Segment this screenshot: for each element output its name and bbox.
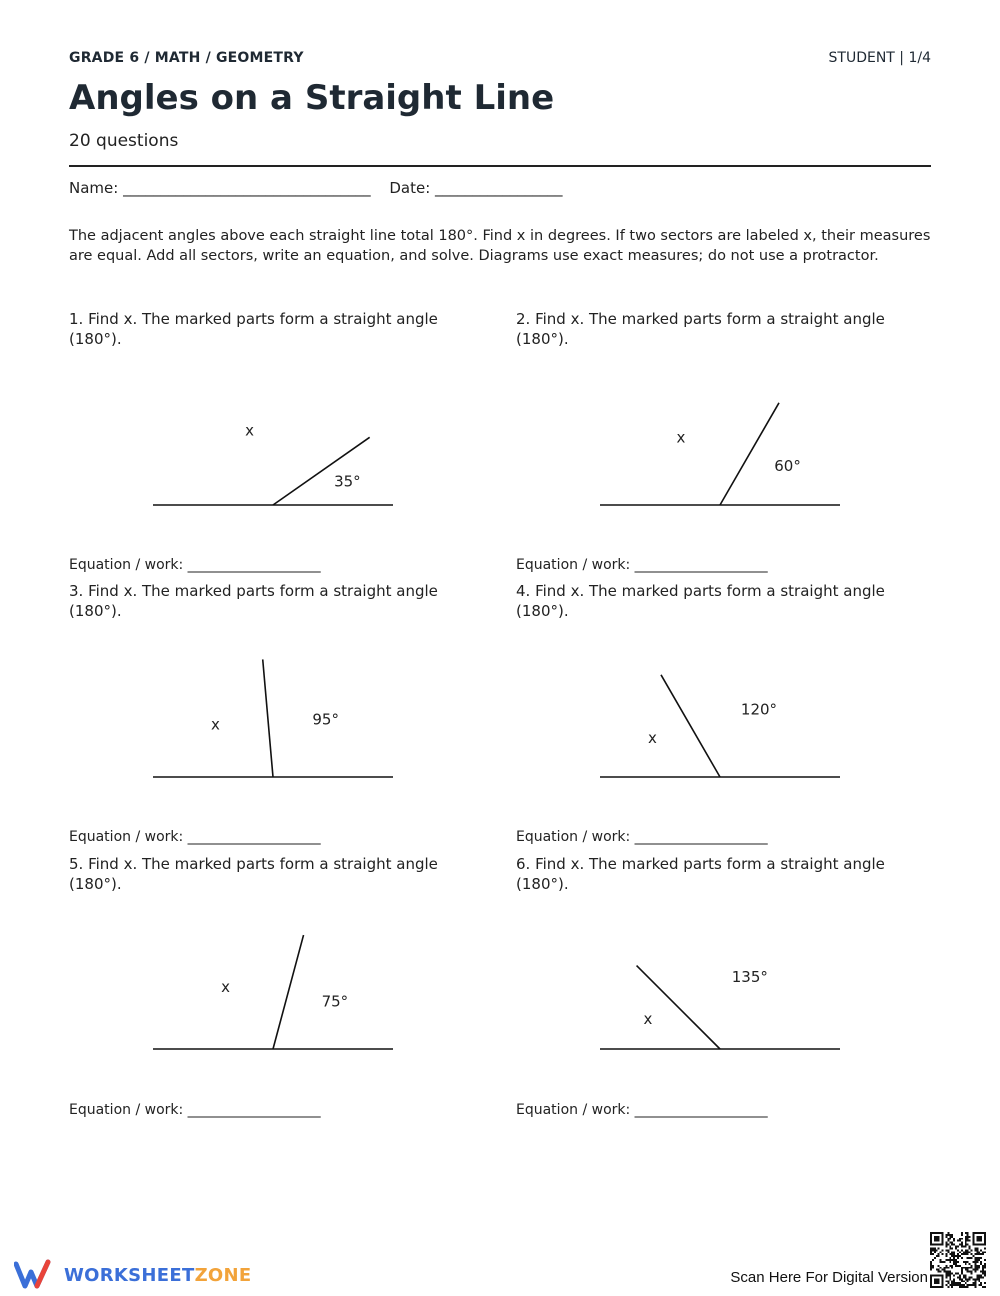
angle-diagram xyxy=(516,854,936,1094)
worksheetzone-logo-icon xyxy=(14,1258,54,1292)
question-5 xyxy=(69,854,489,1118)
name-date-row xyxy=(69,179,577,197)
question-prompt: 5. Find x. The marked parts form a straight angle (180°). xyxy=(69,855,438,893)
question-3 xyxy=(69,581,489,845)
page-indicator: STUDENT | 1/4 xyxy=(828,50,931,66)
question-6 xyxy=(516,854,936,1118)
answer-line[interactable]: Equation / work: ___________________ xyxy=(69,557,321,573)
brand-name xyxy=(64,1265,252,1286)
instructions: The adjacent angles above each straight line total 180°. Find x in degrees. If two sectors are labeled x, their measures are equal. Add all sectors, write an equation, and solve. Diagrams use exact measures; do not use a protractor. xyxy=(69,228,931,264)
breadcrumb: GRADE 6 / MATH / GEOMETRY xyxy=(69,50,304,66)
question-4 xyxy=(516,581,936,845)
question-prompt: 1. Find x. The marked parts form a straight angle (180°). xyxy=(69,310,438,348)
answer-line[interactable]: Equation / work: ___________________ xyxy=(516,1102,768,1118)
angle-diagram xyxy=(516,581,936,821)
known-angle-label: 120° xyxy=(740,700,778,719)
angle-ray xyxy=(273,437,370,505)
question-prompt: 2. Find x. The marked parts form a straight angle (180°). xyxy=(516,310,885,348)
known-angle-label: 135° xyxy=(731,967,768,986)
date-field[interactable]: Date: _________________ xyxy=(389,179,563,197)
known-angle-label: 95° xyxy=(312,710,339,729)
angle-ray xyxy=(720,403,779,505)
page-header xyxy=(69,50,931,70)
angle-diagram xyxy=(69,854,489,1094)
name-field[interactable]: Name: _________________________________ xyxy=(69,179,371,197)
angle-ray xyxy=(263,659,273,777)
brand-name-primary: WORKSHEET xyxy=(64,1265,195,1286)
scan-prompt: Scan Here For Digital Version xyxy=(730,1269,928,1286)
unknown-angle-label: x xyxy=(211,715,220,734)
page-title: Angles on a Straight Line xyxy=(69,78,555,118)
unknown-angle-label: x xyxy=(643,1010,653,1029)
known-angle-label: 75° xyxy=(321,992,349,1011)
answer-line[interactable]: Equation / work: ___________________ xyxy=(69,829,321,845)
answer-line[interactable]: Equation / work: ___________________ xyxy=(516,557,768,573)
unknown-angle-label: x xyxy=(245,421,254,440)
question-prompt: 4. Find x. The marked parts form a straight angle (180°). xyxy=(516,582,885,620)
known-angle-label: 35° xyxy=(334,472,361,491)
angle-diagram xyxy=(69,581,489,821)
brand-logo xyxy=(14,1258,252,1292)
angle-ray xyxy=(637,966,720,1049)
brand-name-secondary: ZONE xyxy=(194,1265,252,1286)
answer-line[interactable]: Equation / work: ___________________ xyxy=(69,1102,321,1118)
header-divider xyxy=(69,165,931,167)
angle-ray xyxy=(661,675,720,777)
question-prompt: 6. Find x. The marked parts form a straight angle (180°). xyxy=(516,855,885,893)
question-prompt: 3. Find x. The marked parts form a straight angle (180°). xyxy=(69,582,438,620)
angle-ray xyxy=(273,935,304,1049)
angle-diagram xyxy=(516,309,936,549)
question-1 xyxy=(69,309,489,573)
qr-code-icon[interactable] xyxy=(930,1232,986,1288)
question-count: 20 questions xyxy=(69,131,179,151)
unknown-angle-label: x xyxy=(676,428,686,447)
unknown-angle-label: x xyxy=(221,978,230,997)
known-angle-label: 60° xyxy=(774,457,801,475)
unknown-angle-label: x xyxy=(648,729,657,747)
answer-line[interactable]: Equation / work: ___________________ xyxy=(516,829,768,845)
question-2 xyxy=(516,309,936,573)
angle-diagram xyxy=(69,309,489,549)
